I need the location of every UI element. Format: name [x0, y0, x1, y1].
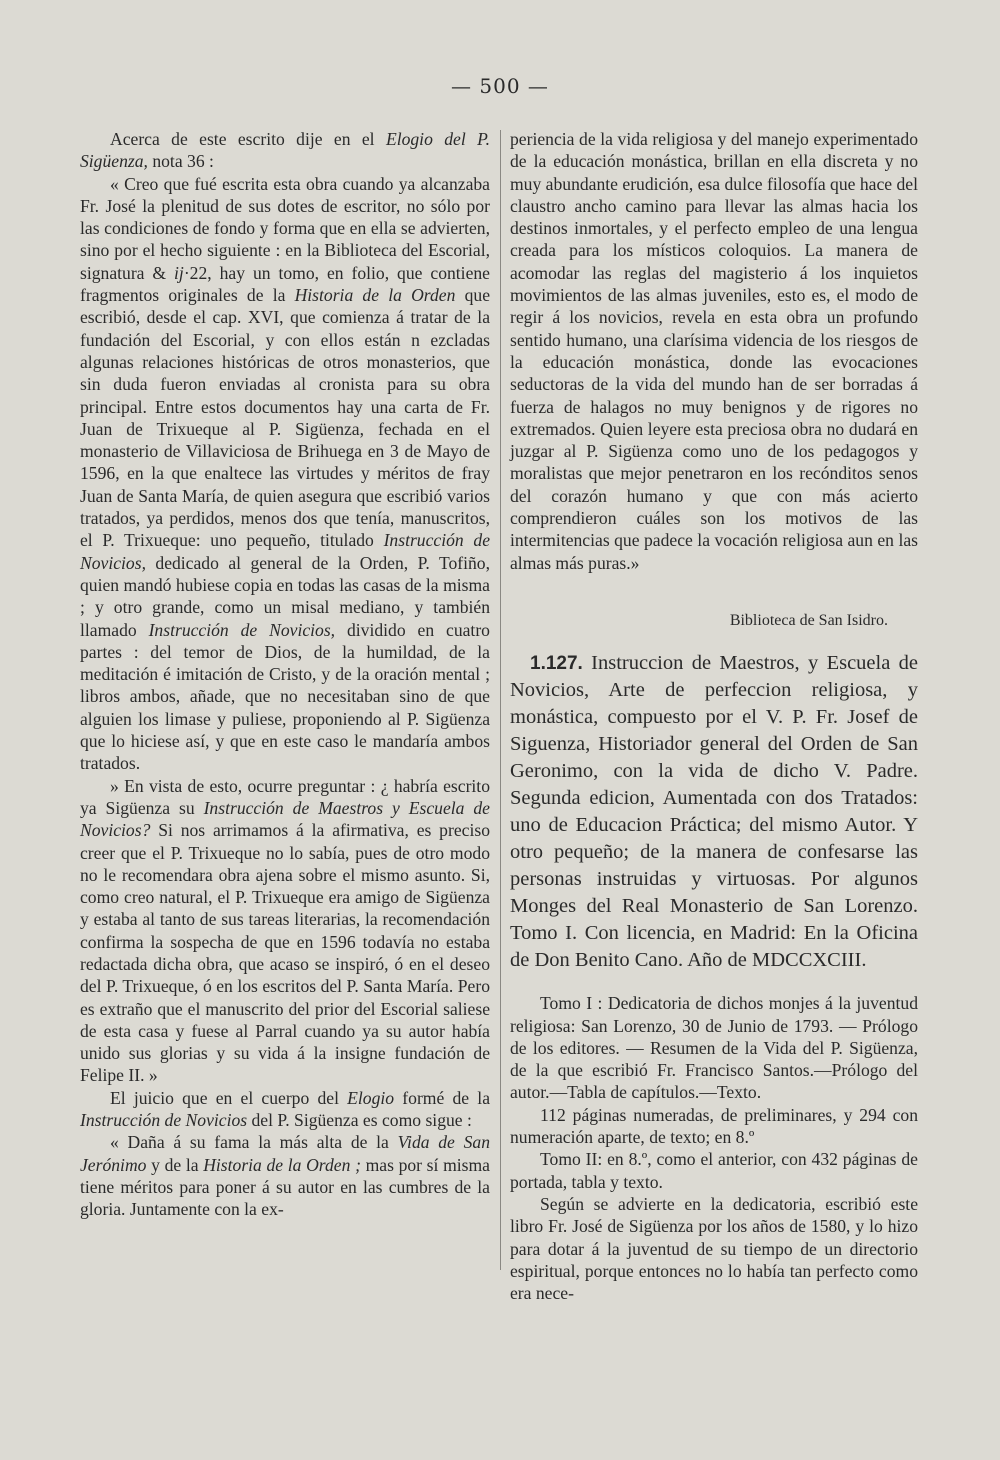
italic-title: Vida de San Jerónimo — [80, 1132, 490, 1175]
text-run: « Daña á su fama la más alta de la — [110, 1132, 398, 1153]
page-number: — 500 — — [451, 74, 549, 98]
right-column-intro: periencia de la vida religiosa y del manejo experimentado de la educación monástica, brillan en ella discreta y no muy abundante erudición, esa dulce filosofía que hace del claustro ancho camino para llevar las almas hacia los destinos inmortales, y el perfecto empleo de una lengua creada para los místicos coloquios. La manera de acomodar las reglas del magisterio á los inquietos movimientos de las almas juveniles, esto es, el modo de regir á los novicios, revela en esta obra un profundo sentido humano, una clarísima videncia de los riesgos de la educación monástica, donde las evocaciones seductoras de la vida del mundo han de ser borradas á fuerza de halagos no muy benignos y de rigores no extremados. Quien leyere esta preciosa obra no dudará en juzgar al P. Sigüenza como uno de los pedagogos y moralistas que mejor penetraron en los recónditos senos del corazón humano y que con más acierto comprendieron cuáles son los motivos de las intermitencias que padece la vocación religiosa aun en las almas más puras.» — [510, 129, 918, 573]
text-run: ·22, hay un tomo, en folio, que contiene fragmentos originales de la — [80, 262, 490, 306]
text-run: Acerca de este escrito dije en el — [110, 129, 386, 149]
text-run: El juicio que en el cuerpo del — [110, 1087, 348, 1108]
text-run: dividido en cuatro partes : del temor de Dios, de la humildad, de la meditación é imitación de Cristo, y de la oración mental ; libros ambos, añade, que no necesitaban sino de que alguien los limase y puliese, proponiendo al P. Sigüenza que lo hiciese así, y que en este caso le mandaría ambos tratados. — [80, 619, 490, 774]
left-paragraph — [80, 1131, 490, 1220]
text-run: nota 36 : — [147, 151, 214, 172]
description-paragraph: 112 páginas numeradas, de preliminares, y 294 con numeración aparte, de texto; en 8.º — [510, 1104, 918, 1148]
entry-description — [510, 992, 918, 1304]
left-column — [80, 128, 490, 1221]
column-divider — [500, 130, 501, 1270]
italic-title: Instrucción de Novicios, — [80, 530, 491, 573]
italic-title: Elogio — [347, 1087, 395, 1108]
left-paragraph — [80, 1087, 490, 1132]
text-run: y de la — [146, 1154, 204, 1175]
description-paragraph: Tomo I : Dedicatoria de dichos monjes á la juventud religiosa: San Lorenzo, 30 de Junio de 1793. — Prólogo de los editores. — Resumen de la Vida del P. Sigüenza, de la que escribió Fr. Francisco Santos.—Prólogo del autor.—Tabla de capítulos.—Texto. — [510, 993, 918, 1103]
right-column — [510, 128, 918, 1304]
entry-title: Instruccion de Maestros, y Escuela de Novicios, Arte de perfeccion religiosa, y monástica, compuesto por el V. P. Fr. Josef de Siguenza, Historiador general del Orden de San Geronimo, con la vida de dicho V. Padre. Segunda edicion, Aumentada con dos Tratados: uno de Educacion Práctica; del mismo Autor. Y otro pequeño; de la manera de confesarse las personas instruidas y virtuosas. Por algunos Monges del Real Monasterio de San Lorenzo. Tomo I. Con licencia, en Madrid: En la Oficina de Don Benito Cano. Año de MDCCXCIII. — [510, 652, 918, 972]
text-run: que escribió, desde el cap. XVI, que comienza á tratar de la fundación del Escorial, y con ellos están n ezcladas algunas relaciones históricas de otros monasterios, que sin duda fueron enviadas al cronista para su obra principal. Entre estos documentos hay una carta de Fr. Juan de Trixueque al P. Sigüenza, fechada en el monasterio de Villaviciosa de Brihuega en 3 de Mayo de 1596, en la que enaltece las virtudes y méritos de fray Juan de Santa María, de quien asegura que escribió varios tratados, ya perdidos, menos dos que tenía, manuscritos, el P. Trixueque: uno pequeño, titulado — [80, 285, 490, 551]
text-run: « Creo que fué escrita esta obra cuando ya alcanzaba Fr. José la plenitud de sus dotes de escritor, no sólo por las condiciones de fondo y forma que en ella se advierten, sino por el hecho siguiente : en la Biblioteca del Escorial, signatura & — [80, 173, 490, 283]
description-paragraph: Tomo II: en 8.º, como el anterior, con 432 páginas de portada, tabla y texto. — [510, 1149, 918, 1192]
italic-title: ij — [174, 262, 184, 283]
italic-title: Instrucción de Novicios, — [148, 619, 336, 640]
entry-number: 1.127. — [530, 653, 583, 675]
italic-title: Elogio del P. Sigüenza, — [80, 129, 490, 172]
text-run: formé de la — [394, 1087, 491, 1108]
library-name: Biblioteca de San Isidro. — [729, 611, 888, 629]
text-run: del P. Sigüenza es como sigue : — [247, 1110, 472, 1131]
left-paragraph — [80, 173, 490, 775]
catalog-entry — [510, 650, 918, 974]
italic-title: Historia de la Orden ; — [203, 1154, 361, 1175]
text-run: dedicado al general de la Orden, P. Tofiño, quien mandó hubiese copia en todas las casas de la misma ; y otro grande, como un misal mediano, y también llamado — [80, 552, 490, 640]
italic-title: Instrucción de Novicios — [80, 1110, 248, 1131]
italic-title: Historia de la Orden — [294, 285, 456, 306]
text-run: » En vista de esto, ocurre preguntar : ¿ habría escrito ya Sigüenza su — [80, 775, 490, 818]
description-paragraph: Según se advierte en la dedicatoria, escribió este libro Fr. José de Sigüenza por los años de 1580, y lo hizo para dotar á la juventud de su tiempo de un directorio espiritual, porque entonces no lo había tan perfecto como era nece- — [510, 1193, 918, 1304]
italic-title: Instrucción de Maestros y Escuela de Novicios? — [80, 797, 490, 841]
text-run: mas por sí misma tiene méritos para poner á su autor en las cumbres de la gloria. Juntamente con la ex- — [80, 1154, 490, 1220]
left-paragraph — [80, 775, 490, 1087]
left-paragraph — [80, 128, 490, 173]
text-run: Si nos arrimamos á la afirmativa, es preciso creer que el P. Trixueque no lo sabía, pues de otro modo no le recomendara obra ajena sobre el mismo asunto. Si, como creo natural, el P. Trixueque era amigo de Sigüenza y estaba al tanto de sus tareas literarias, la recomendación confirma la sospecha de que en 1596 todavía no estaba redactada dicha obra, que acaso se inspiró, ó en el deseo del P. Trixueque, ó en los escritos del P. Santa María. Pero es extraño que el manuscrito del prior del Escorial saliese de esta casa y fuese al Parral cuando ya su autor había unido sus glorias y su vida á la insigne fundación de Felipe II. » — [80, 820, 490, 1086]
